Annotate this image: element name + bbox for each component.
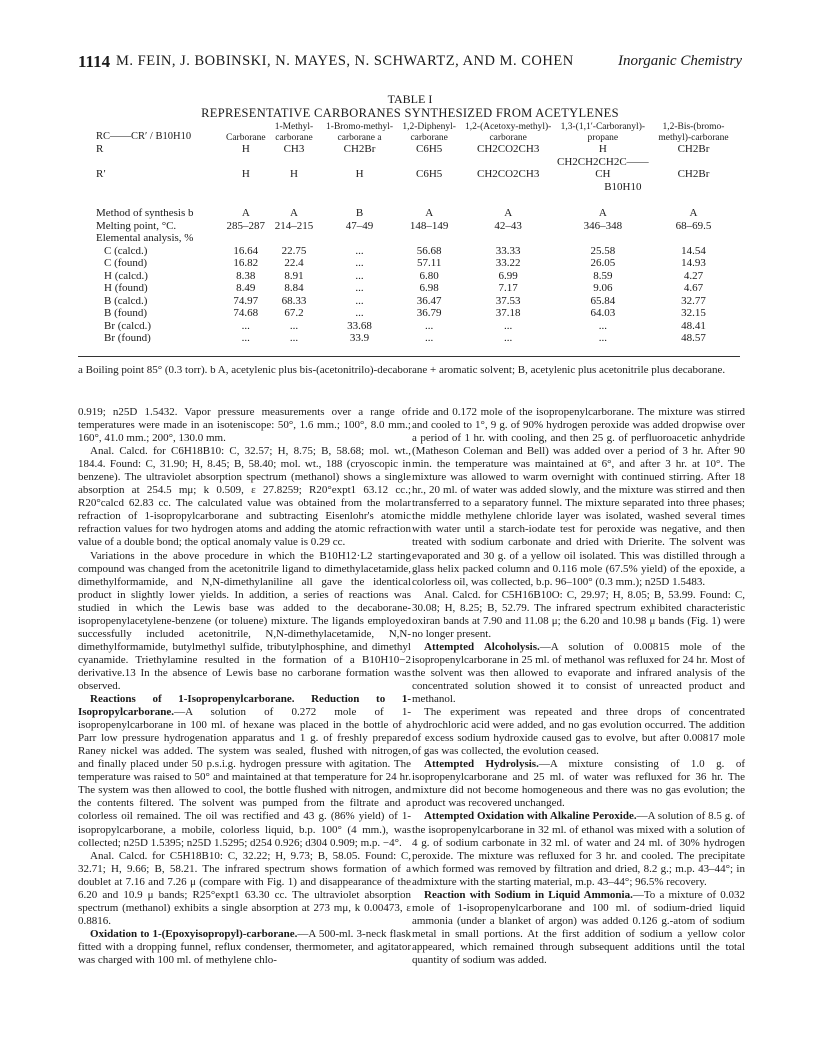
cell: 16.64: [233, 244, 259, 257]
cell: [322, 232, 396, 245]
cell: 42–43: [494, 219, 522, 232]
cell: 8.59: [593, 269, 613, 282]
section-heading: Oxidation to 1-(Epoxyisopropyl)-carborane.: [90, 927, 298, 940]
table-caption: REPRESENTATIVE CARBORANES SYNTHESIZED FROM ACETYLENES: [201, 106, 619, 120]
running-header: [78, 52, 742, 76]
cell: 65.84: [590, 294, 616, 307]
cell: A: [289, 207, 298, 219]
cell: 148–149: [409, 219, 449, 232]
cell: 8.91: [284, 269, 304, 282]
cell: 9.06: [593, 282, 613, 294]
cell: ...: [598, 332, 607, 344]
paragraph: [78, 445, 411, 549]
section-heading: Attempted Oxidation with Alkaline Peroxide.: [424, 810, 637, 823]
cell: 68–69.5: [675, 219, 712, 232]
row-label: Melting point, °C.: [96, 219, 177, 232]
cell: C6H5: [416, 143, 443, 155]
cell: 32.77: [681, 294, 706, 307]
cell: A: [689, 207, 698, 219]
cell: CH2Br: [343, 143, 376, 155]
paragraph: [78, 406, 411, 445]
cell: 68.33: [281, 294, 307, 307]
cell: 48.41: [681, 319, 706, 332]
cell: [397, 232, 462, 245]
row-label: R: [96, 143, 104, 155]
cell: 36.79: [416, 307, 442, 319]
row-label: R′: [96, 168, 106, 180]
cell: ...: [355, 307, 364, 319]
section-heading: Attempted Hydrolysis.: [424, 758, 539, 771]
cell: 8.49: [236, 282, 256, 294]
cell: 14.93: [681, 257, 706, 269]
right-column: [412, 406, 745, 967]
row-label: Br (calcd.): [104, 319, 152, 332]
cell: CH2CO2CH3: [476, 143, 540, 155]
page-number: 1114: [78, 52, 111, 71]
table-bottom-rule: [78, 356, 740, 357]
cell: [651, 232, 736, 245]
cell: CH2Br: [677, 168, 710, 180]
table-footnote: a Boiling point 85° (0.3 torr). b A, acetylenic plus bis-(acetonitrilo)-decaborane + aromatic solvent; B, acetylenic plus acetonitrile plus decaborane.: [78, 364, 726, 376]
cell: ...: [355, 269, 364, 282]
cell: ...: [425, 319, 434, 332]
row-label: C (calcd.): [104, 244, 148, 257]
cell: 33.33: [495, 244, 521, 257]
cell: ...: [289, 332, 299, 344]
col-head: 1,3-(1,1′-Carboranyl)-propane: [560, 122, 646, 143]
col-head: 1-Methyl-carborane: [274, 122, 314, 143]
cell: 48.57: [681, 332, 706, 344]
cell: 25.58: [590, 244, 616, 257]
left-column: [78, 406, 411, 967]
section-heading: Reactions of 1-Isopropenylcarborane. Reduction to 1-Isopropylcarborane.: [78, 693, 411, 719]
paragraph: [412, 589, 745, 641]
author-line: M. FEIN, J. BOBINSKI, N. MAYES, N. SCHWARTZ, AND M. COHEN: [116, 53, 574, 69]
table-row: [96, 295, 736, 308]
cell: ...: [241, 332, 250, 344]
paragraph-text: —A 500-ml. 3-neck flask fitted with a dropping funnel, reflux condenser, thermometer, and agitator was charged with 100 ml. of methylene chlo-: [78, 927, 411, 966]
paragraph-text: Variations in the above procedure in which the B10H12·L2 starting compound was changed from the acetonitrile ligand to dimethylacetamide, dimethylformamide, and N,N-dimethylaniline all gave the identical product in slightly lower yields. In addition, a series of reactions was studied in which the Lewis base was added to the decaborane-isopropenylacetylene-benzene (or toluene) mixture. The ligands employed successfully included acetonitrile, N,N-dimethylacetamide, N,N-dimethylformamide, butylmethyl sulfide, tributylphosphine, and dimethyl cyanamide. Triethylamine resulted in the formation of a B10H10−2 derivative.13 In the absence of Lewis base no carborane formation was observed.: [78, 549, 411, 692]
paragraph-text: Anal. Calcd. for C5H16B10O: C, 29.97; H, 8.05; B, 53.99. Found: C, 30.08; H, 8.25; B, 52.79. The infrared spectrum exhibited characteristic oxiran bands at 7.90 and 11.08 μ; the 6.20 and 10.98 μ bands (Fig. 1) were no longer present.: [412, 588, 745, 640]
paragraph: [78, 693, 411, 850]
carborane-table: [96, 122, 736, 345]
row-label: C (found): [104, 257, 148, 269]
table-row: [96, 220, 736, 233]
cell: 214–215: [274, 219, 314, 232]
paragraph-text: —A solution of 0.272 mole of 1-isopropenylcarborane in 100 ml. of hexane was placed in the bottle of a Parr low pressure hydrogenation apparatus and 1 g. of freshly prepared Raney nickel was added. The system was sealed, flushed with nitrogen, and finally placed under 50 p.s.i.g. hydrogen pressure with agitation. The temperature was raised to 50° and maintained at that temperature for 24 hr. The system was then allowed to cool, the bottle flushed with nitrogen, and the contents filtered. The solvent was pumped from the filtrate and a colorless oil remained. The oil was rectified and 43 g. (86% yield) of 1-isopropylcarborane, a mobile, colorless liquid, b.p. 100° (4 mm.), was collected; n25D 1.5395; n25D 1.5295; d254 0.926; d304 0.909; m.p. −4°.: [78, 706, 411, 849]
col-head: 1-Bromo-methyl-carborane a: [326, 122, 394, 143]
cell: 7.17: [498, 282, 518, 294]
structure-label: RC——CR′ / B10H10: [96, 131, 192, 142]
cell: H: [241, 168, 250, 180]
cell: 32.15: [681, 307, 706, 319]
cell: CH2CO2CH3: [476, 168, 540, 180]
paragraph: [412, 810, 745, 888]
cell: A: [425, 207, 434, 219]
paragraph: [78, 928, 411, 967]
cell: 4.27: [683, 269, 704, 282]
cell: 26.05: [590, 257, 616, 269]
cell: ...: [241, 319, 250, 332]
paragraph: [412, 889, 745, 967]
cell: H: [355, 168, 364, 180]
section-heading: Attempted Alcoholysis.: [424, 640, 540, 653]
journal-title: Inorganic Chemistry: [617, 53, 742, 69]
cell: 8.84: [284, 282, 304, 294]
cell: 8.38: [236, 269, 256, 282]
row-label: Method of synthesis b: [96, 207, 194, 219]
r-row: [96, 143, 736, 156]
cell: ...: [289, 319, 299, 332]
cell: 285–287: [226, 219, 266, 232]
table-row: [96, 332, 736, 345]
table-row: [96, 320, 736, 333]
cell: 37.53: [495, 294, 521, 307]
cell: [555, 232, 651, 245]
cell: ...: [504, 319, 513, 332]
paragraph-text: ride and 0.172 mole of the isopropenylcarborane. The mixture was stirred and cooled to 1°, 9 g. of 90% hydrogen peroxide was added dropwise over a period of 1 hr. with cooling, and then 25 g. of perfluoroacetic anhydride (Matheson Coleman and Bell) was added over a period of 3 hr. After 90 min. the temperature was maintained at 6°, and after 3 hr. at 10°. The mixture was allowed to warm overnight with continued stirring. After 18 hr., 20 ml. of water was added slowly, and the mixture was stirred and then transferred to a separatory funnel. The mixture separated into three phases; the middle methylene chloride layer was isolated, washed several times with water until a starch-iodate test for peroxide was negative, and then treated with sodium carbonate and dried with Drierite. The solvent was evaporated and 30 g. of a yellow oil isolated. This was distilled through a glass helix packed column and 0.116 mole (67.5% yield) of the epoxide, a colorless oil, was collected, b.p. 96–100° (0.3 mm.); n25D 1.5483.: [412, 406, 745, 588]
cell: CH2CH2CH2C——CH: [556, 155, 649, 180]
table-row: [96, 257, 736, 270]
col-head: 1,2-Diphenyl-carborane: [402, 122, 456, 143]
cell: 74.68: [233, 307, 259, 319]
cell: 74.97: [233, 294, 259, 307]
paragraph-text: 0.919; n25D 1.5432. Vapor pressure measurements over a range of temperatures were made in an isoteniscope: 50°, 1.6 mm.; 100°, 8.0 mm.; 160°, 41.0 mm.; 200°, 130.0 mm.: [78, 406, 411, 445]
table-label: TABLE I: [387, 92, 433, 106]
table-row: [96, 232, 736, 245]
cell: 33.9: [349, 332, 370, 344]
cell: 22.75: [281, 244, 307, 257]
paragraph-text: —A mixture consisting of 1.0 g. of isopropenylcarborane and 25 ml. of water was refluxed for 36 hr. The mixture did not become homogeneous and there was no gas evolution; the product was recovered unchanged.: [412, 758, 745, 810]
cell: CH2Br: [677, 143, 710, 155]
cell: 47–49: [345, 219, 374, 232]
cell: B10H10: [604, 180, 642, 193]
cell: ...: [355, 294, 364, 307]
paragraph: [78, 850, 411, 928]
cell: 6.99: [498, 269, 518, 282]
cell: A: [598, 207, 607, 219]
rprime-row: [96, 156, 736, 181]
col-head: 1,2-(Acetoxy-methyl)-carborane: [465, 122, 552, 143]
cell: CH3: [283, 143, 305, 155]
cell: 56.68: [416, 244, 442, 257]
row-label: B (found): [104, 307, 148, 319]
paragraph-text: —A solution of 0.00815 mole of the isopropenylcarborane in 25 ml. of methanol was refluxed for 24 hr. Most of the solvent was then allowed to evaporate and infrared analysis of the concentrated solution showed it to consist of unreacted product and methanol.: [412, 640, 746, 706]
cell: 67.2: [284, 307, 304, 319]
cell: 57.11: [416, 257, 442, 269]
cell: 6.80: [419, 269, 439, 282]
section-heading: Reaction with Sodium in Liquid Ammonia.: [424, 888, 633, 901]
cell: A: [504, 207, 513, 219]
cell: 4.67: [683, 282, 704, 294]
cell: 6.98: [419, 282, 439, 294]
paragraph: [78, 550, 411, 694]
table-row: [96, 307, 736, 320]
cell: ...: [355, 244, 364, 257]
table-row: [96, 282, 736, 295]
paragraph: [412, 406, 745, 589]
cell: 14.54: [681, 244, 706, 257]
cell: [266, 232, 323, 245]
cell: A: [241, 207, 250, 219]
row-label: H (calcd.): [104, 269, 148, 282]
structure-diagram: [96, 122, 226, 143]
paragraph-text: —To a mixture of 0.032 mole of 1-isopropenylcarborane and 100 ml. of sodium-dried liquid ammonia (under a blanket of argon) was added 0.126 g.-atom of sodium metal in small portions. At the first addition of sodium a yellow color appeared, which remained through subsequent additions until the total quantity of sodium was added.: [412, 888, 745, 966]
row-label: H (found): [104, 282, 148, 294]
cell: ...: [504, 332, 513, 344]
table-row: [96, 207, 736, 220]
paragraph: [412, 641, 745, 706]
cell: 22.4: [284, 257, 304, 269]
paragraph: [412, 758, 745, 810]
cell: 16.82: [233, 257, 259, 269]
cell: 64.03: [590, 307, 616, 319]
cell: ...: [598, 319, 607, 332]
cell: C6H5: [416, 168, 443, 180]
paragraph: [412, 706, 745, 758]
col-head: Carborane: [226, 132, 266, 143]
cell: ...: [355, 257, 364, 269]
row-label: Elemental analysis, %: [96, 232, 194, 244]
paragraph-text: The experiment was repeated and three drops of concentrated hydrochloric acid were added, and no gas evolution occurred. The addition of excess sodium hydroxide caused gas to evolve, but after 0.00817 mole of gas was collected, the evolution ceased.: [412, 706, 745, 758]
cell: 33.22: [495, 257, 521, 269]
paragraph-text: Anal. Calcd. for C6H18B10: C, 32.57; H, 8.75; B, 58.68; mol. wt., 184.4. Found: C, 31.90; H, 8.45; B, 58.40; mol. wt., 188 (cryoscopic in benzene). The ultraviolet absorption spectrum (methanol) shows a single absorption at 254.5 mμ; k 0.509, ε 27.8259; R20°expt1 63.12 cc.; R20°calcd 62.83 cc. The calculated value was obtained from the molar refraction of 1-isopropylcarborane and subtracting Eisenlohr's atomic refraction values for two hydrogen atoms and adding the atomic refraction value of a double bond; the optical anomaly value is 0.29 cc.: [78, 445, 411, 549]
cell: ...: [355, 282, 364, 294]
row-label: Br (found): [104, 332, 151, 344]
col-head: 1,2-Bis-(bromo-methyl)-carborane: [658, 122, 729, 143]
rprime-sub-row: [96, 181, 736, 194]
cell: 346–348: [583, 219, 623, 232]
cell: 37.18: [495, 307, 521, 319]
cell: H: [241, 143, 250, 155]
table-row: [96, 245, 736, 258]
cell: 33.68: [347, 319, 372, 332]
paragraph-text: —A solution of 8.5 g. of the isopropenylcarborane in 32 ml. of ethanol was mixed with a solution of 4 g. of sodium carbonate in 32 ml. of water and 24 ml. of 30% hydrogen peroxide. The mixture was refluxed for 3 hr. and cooled. The precipitate which formed was removed by filtration and dried, 8.2 g.; m.p. 43–44°; in admixture with the starting material, m.p. 43–44°; 96.5% recovery.: [412, 810, 745, 888]
row-label: B (calcd.): [104, 294, 148, 307]
cell: [226, 232, 266, 245]
table-row: [96, 270, 736, 283]
cell: ...: [425, 332, 434, 344]
cell: H: [289, 168, 298, 180]
cell: 36.47: [416, 294, 442, 307]
paragraph-text: Anal. Calcd. for C5H18B10: C, 32.22; H, 9.73; B, 58.05. Found: C, 32.71; H, 9.66; B, 58.21. The infrared spectrum shows formation of a doublet at 7.16 and 7.26 μ (compare with Fig. 1) and disappearance of the 6.20 and 10.9 μ bands; R25°expt1 63.30 cc. The ultraviolet absorption spectrum (methanol) exhibits a single absorption at 273 mμ, k 0.00473, ε 0.8816.: [78, 849, 411, 927]
cell: B: [355, 207, 364, 219]
cell: H: [598, 143, 607, 155]
table-head-row: [96, 122, 736, 143]
cell: [462, 232, 555, 245]
